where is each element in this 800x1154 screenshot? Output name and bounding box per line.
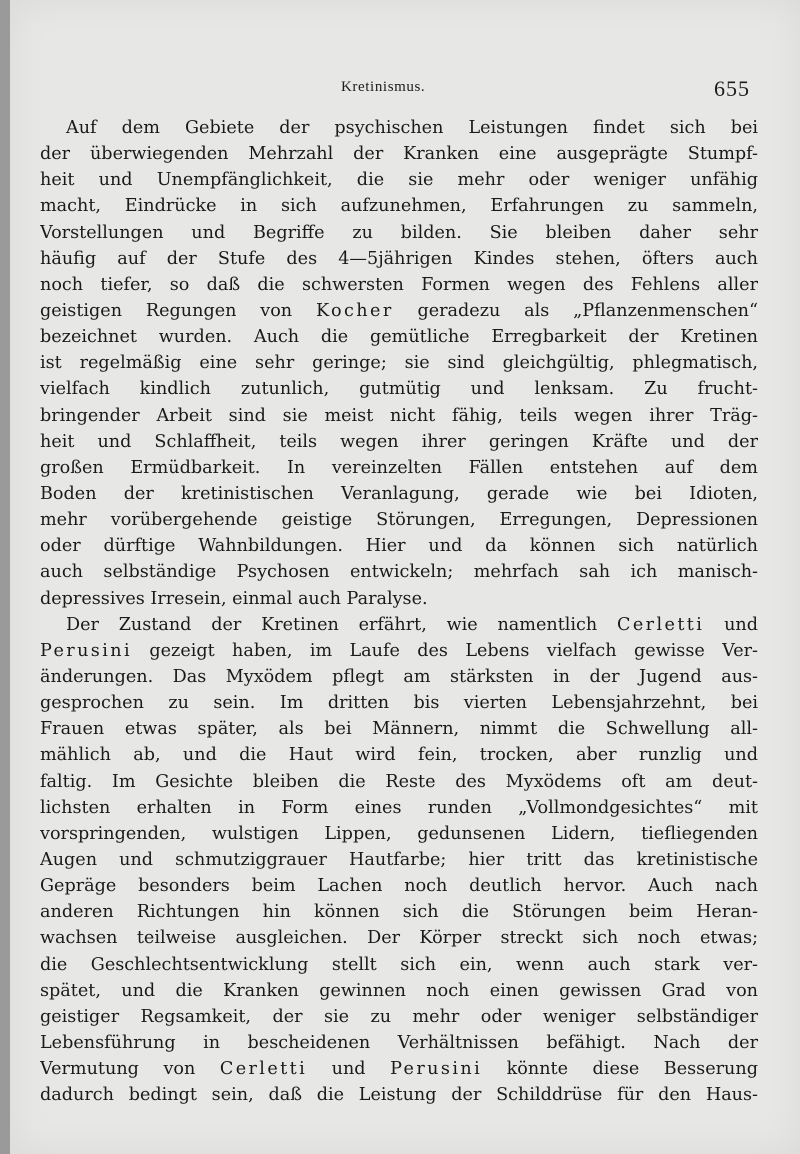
text-line bbox=[40, 376, 758, 402]
text-line bbox=[40, 716, 758, 742]
text-segment: Lebensführung in bescheidenen Verhältnissen befähigt. Nach der bbox=[40, 1032, 758, 1053]
text-line bbox=[40, 115, 758, 141]
text-line bbox=[40, 193, 758, 219]
text-segment: bezeichnet wurden. Auch die gemütliche Erregbarkeit der Kretinen bbox=[40, 327, 758, 348]
text-segment: noch tiefer, so daß die schwersten Formen wegen des Fehlens aller bbox=[40, 274, 758, 295]
text-line bbox=[40, 298, 758, 324]
book-page bbox=[10, 0, 800, 1154]
text-line bbox=[40, 1030, 758, 1056]
text-segment: wachsen teilweise ausgleichen. Der Körper streckt sich noch etwas; bbox=[40, 928, 758, 949]
text-segment: Vorstellungen und Begriffe zu bilden. Sie bleiben daher sehr bbox=[40, 222, 758, 243]
text-segment: Auf dem Gebiete der psychischen Leistungen findet sich bei bbox=[66, 118, 758, 138]
text-segment: vorspringenden, wulstigen Lippen, gedunsenen Lidern, tiefliegenden bbox=[40, 823, 758, 844]
text-line bbox=[40, 481, 758, 507]
text-line bbox=[40, 952, 758, 978]
text-line bbox=[40, 246, 758, 272]
text-line bbox=[40, 167, 758, 193]
text-line bbox=[40, 324, 758, 350]
text-line bbox=[40, 664, 758, 690]
text-segment: geistigen Regungen von bbox=[40, 300, 316, 321]
text-line bbox=[40, 455, 758, 481]
text-segment: mehr vorübergehende geistige Störungen, Erregungen, Depressionen bbox=[40, 510, 758, 531]
text-segment: Augen und schmutziggrauer Hautfarbe; hier tritt das kretinistische bbox=[40, 849, 758, 870]
text-line bbox=[40, 925, 758, 951]
text-line bbox=[40, 769, 758, 795]
text-line bbox=[40, 612, 758, 638]
page-number: 655 bbox=[714, 76, 750, 101]
text-line bbox=[40, 507, 758, 533]
text-segment: auch selbständige Psychosen entwickeln; mehrfach sah ich manisch- bbox=[40, 562, 758, 583]
text-line bbox=[40, 559, 758, 585]
text-line bbox=[40, 403, 758, 429]
text-segment: oder dürftige Wahnbildungen. Hier und da können sich natürlich bbox=[40, 536, 758, 557]
spaced-name: Perusini bbox=[390, 1059, 483, 1080]
text-line bbox=[40, 978, 758, 1004]
text-segment: und bbox=[704, 614, 758, 635]
text-line bbox=[40, 742, 758, 768]
text-segment: häufig auf der Stufe des 4—5jährigen Kindes stehen, öfters auch bbox=[40, 248, 758, 269]
text-line bbox=[40, 638, 758, 664]
text-segment: änderungen. Das Myxödem pflegt am stärksten in der Jugend aus- bbox=[40, 666, 758, 687]
text-line bbox=[40, 220, 758, 246]
running-head bbox=[10, 76, 800, 100]
text-segment: könnte diese Besserung bbox=[482, 1059, 758, 1080]
text-line bbox=[40, 899, 758, 925]
text-segment: bringender Arbeit sind sie meist nicht fähig, teils wegen ihrer Träg- bbox=[40, 405, 758, 426]
text-line bbox=[40, 586, 758, 612]
spaced-name: Cerletti bbox=[617, 614, 705, 635]
spaced-name: Cerletti bbox=[219, 1059, 308, 1080]
spaced-name: Kocher bbox=[315, 300, 394, 321]
text-line bbox=[40, 690, 758, 716]
text-line bbox=[40, 533, 758, 559]
paragraph bbox=[40, 612, 758, 1109]
text-segment: anderen Richtungen hin können sich die Störungen beim Heran- bbox=[40, 902, 758, 923]
text-segment: lichsten erhalten in Form eines runden „Vollmondgesichtes“ mit bbox=[40, 797, 758, 818]
text-line bbox=[40, 1056, 758, 1082]
text-line bbox=[40, 873, 758, 899]
text-line bbox=[40, 1082, 758, 1108]
text-line bbox=[40, 795, 758, 821]
text-line bbox=[40, 1004, 758, 1030]
body-text bbox=[40, 115, 758, 1108]
text-segment: die Geschlechtsentwicklung stellt sich ein, wenn auch stark ver- bbox=[40, 954, 758, 975]
text-segment: Frauen etwas später, als bei Männern, nimmt die Schwellung all- bbox=[40, 719, 758, 740]
text-segment: heit und Schlaffheit, teils wegen ihrer geringen Kräfte und der bbox=[40, 431, 758, 452]
text-segment: faltig. Im Gesichte bleiben die Reste des Myxödems oft am deut- bbox=[40, 771, 758, 792]
text-segment: ist regelmäßig eine sehr geringe; sie sind gleichgültig, phlegmatisch, bbox=[40, 353, 758, 374]
text-segment: gesprochen zu sein. Im dritten bis vierten Lebensjahrzehnt, bei bbox=[40, 693, 758, 714]
text-line bbox=[40, 821, 758, 847]
text-segment: depressives Irresein, einmal auch Paralyse. bbox=[40, 588, 428, 609]
text-segment: geistiger Regsamkeit, der sie zu mehr oder weniger selbständiger bbox=[40, 1006, 758, 1027]
text-segment: heit und Unempfänglichkeit, die sie mehr oder weniger unfähig bbox=[40, 170, 758, 191]
paragraph bbox=[40, 115, 758, 612]
text-line bbox=[40, 272, 758, 298]
text-segment: macht, Eindrücke in sich aufzunehmen, Erfahrungen zu sammeln, bbox=[40, 196, 758, 217]
text-segment: geradezu als „Pflanzenmenschen“ bbox=[393, 300, 758, 321]
text-segment: gezeigt haben, im Laufe des Lebens vielfach gewisse Ver- bbox=[132, 640, 758, 661]
text-line bbox=[40, 141, 758, 167]
text-line bbox=[40, 350, 758, 376]
text-segment: Gepräge besonders beim Lachen noch deutlich hervor. Auch nach bbox=[40, 876, 758, 897]
text-segment: Boden der kretinistischen Veranlagung, gerade wie bei Idioten, bbox=[40, 483, 758, 504]
text-segment: Vermutung von bbox=[40, 1059, 220, 1080]
text-segment: großen Ermüdbarkeit. In vereinzelten Fällen entstehen auf dem bbox=[40, 457, 758, 478]
text-line bbox=[40, 429, 758, 455]
text-line bbox=[40, 847, 758, 873]
text-segment: dadurch bedingt sein, daß die Leistung der Schilddrüse für den Haus- bbox=[40, 1085, 758, 1106]
text-segment: vielfach kindlich zutunlich, gutmütig und lenksam. Zu frucht- bbox=[40, 379, 758, 400]
text-segment: spätet, und die Kranken gewinnen noch einen gewissen Grad von bbox=[40, 980, 758, 1001]
text-segment: und bbox=[307, 1059, 391, 1080]
text-segment: mählich ab, und die Haut wird fein, trocken, aber runzlig und bbox=[40, 745, 758, 766]
text-segment: der überwiegenden Mehrzahl der Kranken eine ausgeprägte Stumpf- bbox=[40, 144, 758, 165]
text-segment: Der Zustand der Kretinen erfährt, wie namentlich bbox=[66, 614, 617, 635]
running-title: Kretinismus. bbox=[341, 79, 426, 95]
spaced-name: Perusini bbox=[40, 640, 133, 661]
